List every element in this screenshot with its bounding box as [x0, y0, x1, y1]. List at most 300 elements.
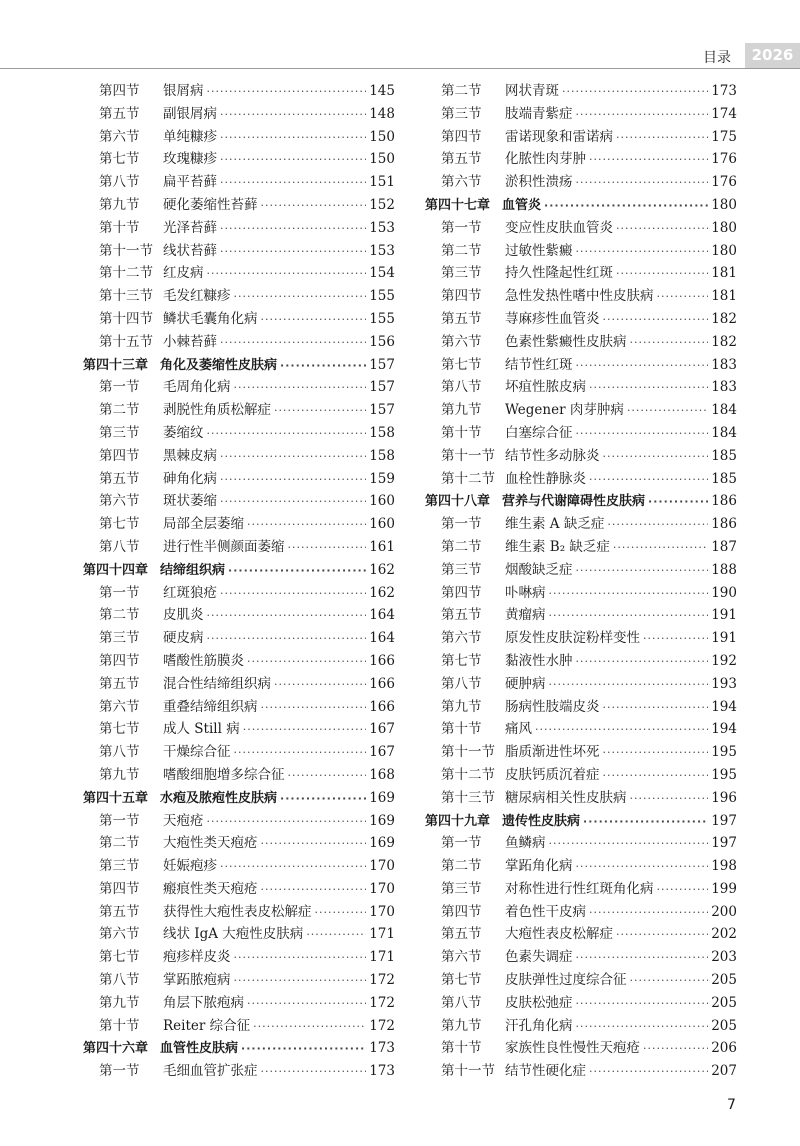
toc-leader-dots [603, 742, 709, 765]
toc-leader-dots [576, 1016, 709, 1039]
toc-entry-page: 197 [711, 835, 737, 852]
toc-entry-label: 第三节 [99, 858, 140, 875]
toc-entry-label: 第十节 [441, 424, 482, 441]
toc-section-entry [425, 1015, 737, 1038]
toc-entry-page: 195 [711, 766, 737, 783]
toc-leader-dots [207, 811, 367, 834]
toc-entry-page: 159 [369, 470, 395, 487]
header-divider [0, 68, 800, 69]
toc-entry-title: 皮肌炎 [163, 607, 204, 624]
toc-entry-title: 营养与代谢障碍性皮肤病 [502, 494, 646, 510]
toc-section-entry [425, 741, 737, 764]
toc-entry-label: 第六节 [99, 926, 140, 943]
toc-leader-dots [627, 400, 708, 423]
toc-entry-page: 206 [711, 1040, 737, 1057]
toc-entry-page: 169 [369, 812, 395, 829]
toc-leader-dots [648, 491, 708, 514]
toc-entry-label: 第四节 [99, 880, 140, 897]
toc-entry-label: 第十节 [99, 219, 140, 236]
toc-entry-title: 单纯糠疹 [163, 128, 217, 145]
toc-leader-dots [616, 218, 708, 241]
toc-entry-page: 155 [369, 310, 395, 327]
toc-section-entry [425, 468, 737, 491]
toc-section-entry [83, 969, 395, 992]
toc-entry-title: 斑状萎缩 [163, 493, 217, 510]
toc-leader-dots [315, 902, 367, 925]
toc-section-entry [83, 855, 395, 878]
toc-entry-title: 原发性皮肤淀粉样变性 [505, 630, 640, 647]
toc-leader-dots [576, 993, 709, 1016]
toc-entry-page: 191 [711, 607, 737, 624]
toc-leader-dots [274, 400, 366, 423]
toc-entry-label: 第四十四章 [83, 562, 149, 578]
toc-leader-dots [576, 355, 709, 378]
toc-leader-dots [603, 446, 709, 469]
toc-entry-page: 172 [369, 1017, 395, 1034]
toc-section-entry [83, 901, 395, 924]
toc-entry-label: 第四节 [441, 903, 482, 920]
toc-entry-title: 硬皮病 [163, 630, 204, 647]
toc-leader-dots [576, 172, 709, 195]
toc-entry-page: 161 [369, 538, 395, 555]
toc-entry-page: 184 [711, 402, 737, 419]
toc-section-entry [83, 718, 395, 741]
toc-entry-page: 154 [369, 265, 395, 282]
toc-entry-label: 第四节 [99, 83, 140, 99]
toc-entry-label: 第六节 [99, 698, 140, 715]
toc-entry-title: 水疱及脓疱性皮肤病 [160, 790, 278, 806]
toc-leader-dots [562, 81, 708, 104]
toc-leader-dots [220, 127, 366, 150]
toc-entry-title: 血管炎 [502, 197, 542, 213]
toc-entry-title: 结节性多动脉炎 [505, 447, 600, 464]
toc-section-entry [83, 513, 395, 536]
toc-leader-dots [603, 309, 709, 332]
toc-section-entry [425, 171, 737, 194]
toc-entry-title: 光泽苔藓 [163, 219, 217, 236]
toc-entry-label: 第四节 [99, 447, 140, 464]
toc-leader-dots [589, 469, 708, 492]
toc-entry-page: 193 [711, 675, 737, 692]
toc-leader-dots [613, 537, 708, 560]
toc-entry-title: 变应性皮肤血管炎 [505, 219, 613, 236]
toc-entry-label: 第二节 [99, 402, 140, 419]
page-number: 7 [727, 1097, 736, 1113]
toc-entry-page: 191 [711, 630, 737, 647]
toc-entry-label: 第四十八章 [425, 494, 491, 510]
toc-entry-label: 第一节 [99, 584, 140, 601]
toc-section-entry [83, 148, 395, 171]
toc-entry-page: 155 [369, 288, 395, 305]
toc-section-entry [425, 718, 737, 741]
toc-leader-dots [228, 560, 366, 583]
toc-section-entry [425, 946, 737, 969]
toc-section-entry [425, 855, 737, 878]
toc-entry-label: 第九节 [441, 1017, 482, 1034]
toc-section-entry [83, 650, 395, 673]
toc-entry-page: 162 [369, 561, 395, 578]
toc-entry-label: 第十一节 [441, 1063, 495, 1080]
toc-entry-title: 肢端青紫症 [505, 105, 573, 122]
toc-entry-page: 182 [711, 333, 737, 350]
toc-entry-title: 痛风 [505, 721, 532, 738]
toc-entry-label: 第一节 [99, 812, 140, 829]
toc-section-entry [83, 262, 395, 285]
toc-section-entry [83, 399, 395, 422]
toc-entry-page: 148 [369, 105, 395, 122]
toc-section-entry [83, 764, 395, 787]
toc-entry-page: 171 [369, 926, 395, 943]
toc-entry-page: 187 [711, 538, 737, 555]
toc-entry-page: 169 [369, 835, 395, 852]
toc-entry-page: 166 [369, 675, 395, 692]
toc-entry-label: 第八节 [99, 744, 140, 761]
toc-entry-title: 结节性硬化症 [505, 1063, 586, 1080]
toc-entry-label: 第一节 [441, 835, 482, 852]
header-title: 目录 [703, 50, 731, 66]
toc-entry-page: 203 [711, 949, 737, 966]
toc-section-entry [83, 376, 395, 399]
toc-leader-dots [220, 218, 366, 241]
toc-entry-title: 坏疽性脓皮病 [505, 379, 586, 396]
toc-chapter-entry [425, 810, 737, 833]
toc-entry-page: 145 [369, 83, 395, 99]
toc-entry-label: 第六节 [441, 949, 482, 966]
toc-entry-title: 大疱性类天疱疮 [163, 835, 258, 852]
toc-leader-dots [576, 423, 709, 446]
toc-entry-page: 194 [711, 698, 737, 715]
toc-leader-dots [207, 605, 367, 628]
toc-entry-label: 第八节 [99, 538, 140, 555]
toc-entry-page: 153 [369, 219, 395, 236]
toc-leader-dots [234, 742, 367, 765]
toc-leader-dots [274, 674, 366, 697]
toc-section-entry [83, 194, 395, 217]
toc-entry-title: 萎缩纹 [163, 424, 204, 441]
toc-entry-title: 色素性紫癜性皮肤病 [505, 333, 627, 350]
toc-entry-title: 进行性半侧颜面萎缩 [163, 538, 285, 555]
toc-entry-page: 183 [711, 379, 737, 396]
toc-entry-page: 205 [711, 994, 737, 1011]
toc-entry-title: 嗜酸细胞增多综合征 [163, 766, 285, 783]
toc-entry-title: 副银屑病 [163, 105, 217, 122]
toc-entry-title: 皮肤钙质沉着症 [505, 766, 600, 783]
toc-section-entry [83, 445, 395, 468]
toc-leader-dots [603, 697, 709, 720]
toc-section-entry [83, 923, 395, 946]
toc-leader-dots [207, 628, 367, 651]
toc-entry-page: 173 [711, 83, 737, 99]
toc-entry-title: 银屑病 [163, 83, 204, 99]
toc-section-entry [425, 604, 737, 627]
toc-leader-dots [643, 1038, 708, 1061]
toc-section-entry [83, 308, 395, 331]
toc-entry-title: 脂质渐进性坏死 [505, 744, 600, 761]
toc-entry-page: 207 [711, 1063, 737, 1080]
toc-entry-label: 第二节 [99, 835, 140, 852]
toc-section-entry [83, 422, 395, 445]
toc-entry-page: 160 [369, 516, 395, 533]
toc-leader-dots [261, 833, 367, 856]
toc-leader-dots [535, 719, 708, 742]
toc-section-entry [425, 103, 737, 126]
toc-section-entry [425, 901, 737, 924]
toc-entry-title: 皮肤弹性过度综合征 [505, 972, 627, 989]
toc-leader-dots [207, 81, 367, 104]
toc-entry-title: Reiter 综合征 [163, 1017, 251, 1034]
toc-entry-title: 掌跖脓疱病 [163, 972, 231, 989]
toc-entry-label: 第三节 [99, 424, 140, 441]
toc-leader-dots [220, 583, 366, 606]
toc-entry-page: 181 [711, 265, 737, 282]
toc-leader-dots [589, 149, 708, 172]
toc-entry-page: 198 [711, 858, 737, 875]
toc-leader-dots [630, 332, 709, 355]
toc-entry-label: 第九节 [441, 698, 482, 715]
toc-leader-dots [220, 491, 366, 514]
toc-entry-page: 185 [711, 447, 737, 464]
toc-section-entry [425, 832, 737, 855]
toc-section-entry [425, 764, 737, 787]
toc-entry-label: 第七节 [441, 972, 482, 989]
toc-leader-dots [220, 469, 366, 492]
toc-entry-page: 182 [711, 310, 737, 327]
toc-leader-dots [630, 970, 709, 993]
toc-section-entry [425, 536, 737, 559]
toc-entry-label: 第一节 [441, 219, 482, 236]
toc-section-entry [83, 673, 395, 696]
toc-entry-label: 第一节 [441, 516, 482, 533]
toc-entry-page: 158 [369, 424, 395, 441]
toc-leader-dots [583, 811, 708, 834]
toc-leader-dots [261, 879, 367, 902]
toc-entry-page: 205 [711, 972, 737, 989]
toc-leader-dots [630, 788, 709, 811]
toc-entry-title: 白塞综合征 [505, 424, 573, 441]
toc-section-entry [83, 126, 395, 149]
toc-leader-dots [220, 104, 366, 127]
toc-entry-label: 第四十九章 [425, 813, 491, 829]
toc-entry-page: 180 [711, 219, 737, 236]
toc-entry-label: 第五节 [99, 903, 140, 920]
toc-section-entry [83, 1060, 395, 1083]
toc-leader-dots [220, 332, 366, 355]
toc-section-entry [83, 627, 395, 650]
toc-section-entry [425, 285, 737, 308]
toc-section-entry [83, 1015, 395, 1038]
toc-entry-label: 第九节 [99, 196, 140, 213]
toc-leader-dots [576, 560, 709, 583]
toc-entry-title: 红斑狼疮 [163, 584, 217, 601]
toc-entry-label: 第十节 [99, 1017, 140, 1034]
toc-leader-dots [220, 856, 366, 879]
toc-entry-label: 第二节 [441, 538, 482, 555]
toc-entry-label: 第十四节 [99, 310, 153, 327]
toc-entry-page: 199 [711, 880, 737, 897]
toc-entry-title: 毛发红糠疹 [163, 288, 231, 305]
toc-entry-title: 掌跖角化病 [505, 858, 573, 875]
toc-entry-title: 结节性红斑 [505, 356, 573, 373]
toc-leader-dots [616, 127, 708, 150]
toc-entry-title: 硬肿病 [505, 675, 546, 692]
toc-section-entry [83, 331, 395, 354]
toc-entry-label: 第五节 [441, 310, 482, 327]
toc-leader-dots [261, 195, 367, 218]
toc-leader-dots [220, 149, 366, 172]
toc-section-entry [425, 331, 737, 354]
toc-entry-label: 第四十七章 [425, 197, 491, 213]
toc-entry-page: 185 [711, 470, 737, 487]
toc-entry-title: 着色性干皮病 [505, 903, 586, 920]
toc-entry-page: 180 [711, 242, 737, 259]
toc-section-entry [425, 1060, 737, 1083]
toc-leader-dots [280, 355, 366, 378]
toc-entry-title: 化脓性肉芽肿 [505, 151, 586, 168]
toc-entry-label: 第七节 [99, 151, 140, 168]
toc-entry-page: 170 [369, 903, 395, 920]
toc-entry-page: 174 [711, 105, 737, 122]
toc-entry-title: 妊娠疱疹 [163, 858, 217, 875]
toc-entry-title: Wegener 肉芽肿病 [505, 402, 624, 419]
toc-section-entry [425, 696, 737, 719]
toc-entry-label: 第三节 [441, 880, 482, 897]
toc-entry-label: 第一节 [99, 1063, 140, 1080]
toc-section-entry [425, 673, 737, 696]
toc-leader-dots [306, 924, 366, 947]
toc-entry-label: 第十二节 [441, 766, 495, 783]
toc-entry-label: 第二节 [441, 858, 482, 875]
toc-leader-dots [261, 697, 367, 720]
toc-section-entry [83, 946, 395, 969]
toc-section-entry [425, 399, 737, 422]
toc-entry-page: 170 [369, 880, 395, 897]
toc-leader-dots [241, 1038, 366, 1061]
toc-section-entry [83, 103, 395, 126]
toc-entry-title: 获得性大疱性表皮松解症 [163, 903, 312, 920]
toc-section-entry [83, 285, 395, 308]
toc-leader-dots [544, 195, 708, 218]
toc-entry-title: 淤积性溃疡 [505, 174, 573, 191]
toc-leader-dots [261, 1061, 367, 1084]
toc-entry-title: 烟酸缺乏症 [505, 561, 573, 578]
toc-leader-dots [549, 605, 709, 628]
toc-entry-page: 171 [369, 949, 395, 966]
toc-entry-label: 第七节 [441, 356, 482, 373]
toc-leader-dots [234, 947, 367, 970]
toc-entry-label: 第四十三章 [83, 357, 149, 373]
toc-entry-title: 皮肤松弛症 [505, 994, 573, 1011]
toc-entry-title: 色素失调症 [505, 949, 573, 966]
toc-entry-label: 第四节 [99, 652, 140, 669]
toc-entry-label: 第十节 [441, 1040, 482, 1057]
toc-leader-dots [207, 423, 367, 446]
toc-entry-page: 151 [369, 174, 395, 191]
toc-entry-label: 第三节 [441, 265, 482, 282]
toc-entry-label: 第四节 [441, 128, 482, 145]
toc-chapter-entry [425, 194, 737, 217]
toc-entry-page: 197 [711, 812, 737, 829]
toc-leader-dots [288, 765, 367, 788]
toc-entry-title: 扁平苔藓 [163, 174, 217, 191]
toc-entry-page: 170 [369, 858, 395, 875]
toc-entry-title: 重叠结缔组织病 [163, 698, 258, 715]
toc-entry-title: 小棘苔藓 [163, 333, 217, 350]
toc-leader-dots [589, 902, 708, 925]
toc-entry-label: 第五节 [441, 607, 482, 624]
toc-section-entry [83, 240, 395, 263]
toc-section-entry [425, 376, 737, 399]
toc-leader-dots [616, 263, 708, 286]
toc-leader-dots [220, 446, 366, 469]
toc-entry-label: 第五节 [99, 105, 140, 122]
toc-entry-title: 成人 Still 病 [163, 721, 240, 738]
toc-leader-dots [207, 263, 367, 286]
toc-entry-title: 砷角化病 [163, 470, 217, 487]
toc-entry-page: 168 [369, 766, 395, 783]
toc-entry-page: 164 [369, 630, 395, 647]
toc-entry-title: 嗜酸性筋膜炎 [163, 652, 244, 669]
toc-section-entry [83, 832, 395, 855]
toc-entry-page: 202 [711, 926, 737, 943]
toc-entry-title: 红皮病 [163, 265, 204, 282]
toc-entry-label: 第九节 [441, 402, 482, 419]
toc-entry-title: 瘢痕性类天疱疮 [163, 880, 258, 897]
toc-leader-dots [589, 1061, 708, 1084]
toc-section-entry [83, 171, 395, 194]
toc-entry-title: 肠病性肢端皮炎 [505, 698, 600, 715]
toc-entry-label: 第五节 [99, 675, 140, 692]
toc-leader-dots [234, 377, 367, 400]
toc-entry-label: 第六节 [99, 493, 140, 510]
toc-chapter-entry [83, 559, 395, 582]
toc-entry-title: 角化及萎缩性皮肤病 [160, 357, 278, 373]
toc-entry-page: 176 [711, 151, 737, 168]
toc-right-column [425, 80, 737, 1083]
toc-entry-page: 157 [369, 379, 395, 396]
toc-entry-label: 第八节 [99, 972, 140, 989]
toc-entry-page: 157 [369, 402, 395, 419]
toc-leader-dots [234, 970, 367, 993]
toc-section-entry [425, 923, 737, 946]
toc-entry-label: 第六节 [441, 630, 482, 647]
toc-entry-title: 网状青斑 [505, 83, 559, 99]
toc-section-entry [425, 126, 737, 149]
toc-leader-dots [234, 286, 367, 309]
toc-entry-title: 干燥综合征 [163, 744, 231, 761]
toc-entry-label: 第九节 [99, 994, 140, 1011]
toc-section-entry [83, 536, 395, 559]
toc-entry-page: 173 [369, 1040, 395, 1057]
toc-leader-dots [220, 172, 366, 195]
toc-entry-title: 过敏性紫癜 [505, 242, 573, 259]
toc-section-entry [425, 1037, 737, 1060]
toc-entry-label: 第十三节 [99, 288, 153, 305]
toc-entry-title: 局部全层萎缩 [163, 516, 244, 533]
toc-section-entry [83, 604, 395, 627]
toc-section-entry [425, 513, 737, 536]
toc-entry-title: 毛周角化病 [163, 379, 231, 396]
toc-entry-title: 血栓性静脉炎 [505, 470, 586, 487]
toc-entry-page: 156 [369, 333, 395, 350]
toc-entry-label: 第九节 [99, 766, 140, 783]
toc-section-entry [425, 80, 737, 103]
toc-entry-page: 205 [711, 1017, 737, 1034]
toc-entry-page: 157 [369, 356, 395, 373]
toc-entry-page: 196 [711, 789, 737, 806]
toc-leader-dots [576, 241, 709, 264]
toc-entry-label: 第十二节 [441, 470, 495, 487]
toc-entry-page: 162 [369, 584, 395, 601]
